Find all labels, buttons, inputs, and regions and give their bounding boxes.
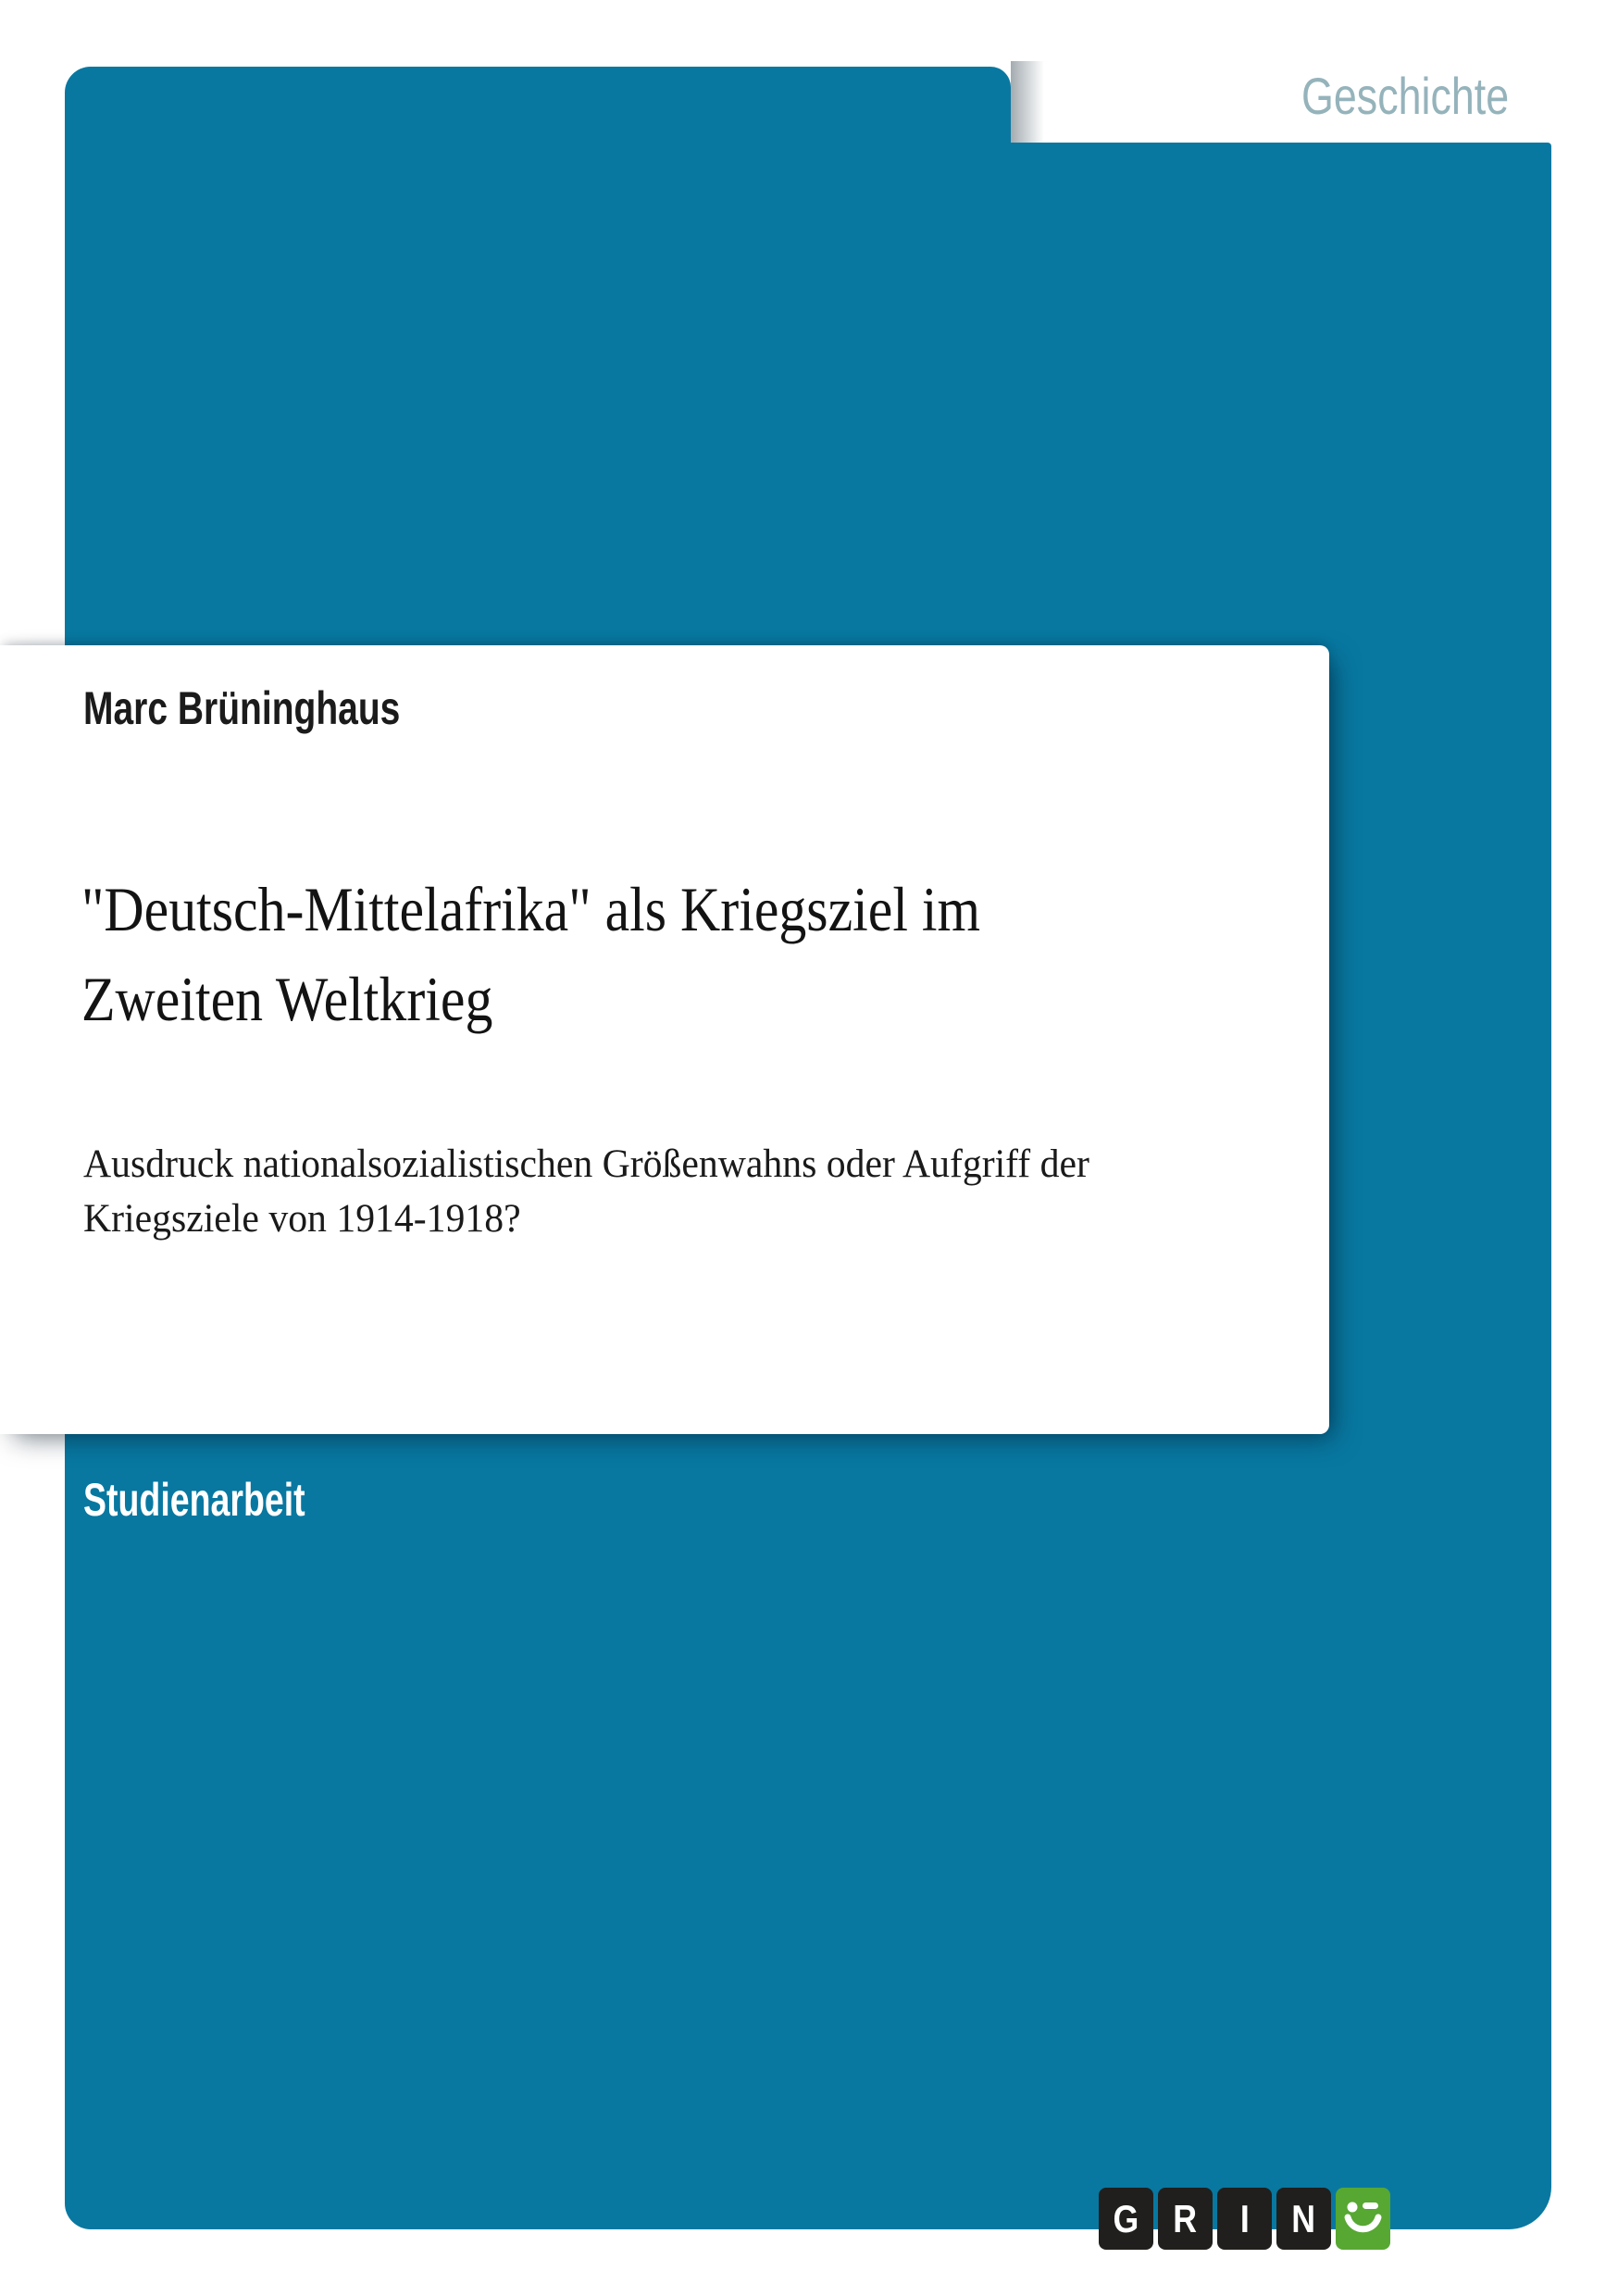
- grin-logo: [1099, 2188, 1390, 2250]
- author-name: Marc Brüninghaus: [83, 682, 401, 734]
- category-label: Geschichte: [1301, 67, 1509, 125]
- logo-letter-tile-g: G: [1099, 2188, 1153, 2250]
- book-title: [81, 865, 980, 1044]
- book-title-line2: Zweiten Weltkrieg: [81, 964, 493, 1034]
- logo-letter-tile-i: I: [1217, 2188, 1272, 2250]
- document-type-label: Studienarbeit: [83, 1474, 305, 1526]
- book-title-line1: "Deutsch-Mittelafrika" als Kriegsziel im: [81, 874, 981, 944]
- notch-shadow: [1011, 61, 1044, 143]
- logo-letter-tile-r: R: [1158, 2188, 1213, 2250]
- winking-smiley-icon: [1336, 2188, 1390, 2250]
- book-subtitle-line1: Ausdruck nationalsozialistischen Größenwahns oder Aufgriff der: [83, 1142, 1089, 1186]
- book-subtitle: [83, 1137, 1089, 1246]
- book-subtitle-line2: Kriegsziele von 1914-1918?: [83, 1197, 521, 1241]
- logo-letter-tile-n: N: [1276, 2188, 1331, 2250]
